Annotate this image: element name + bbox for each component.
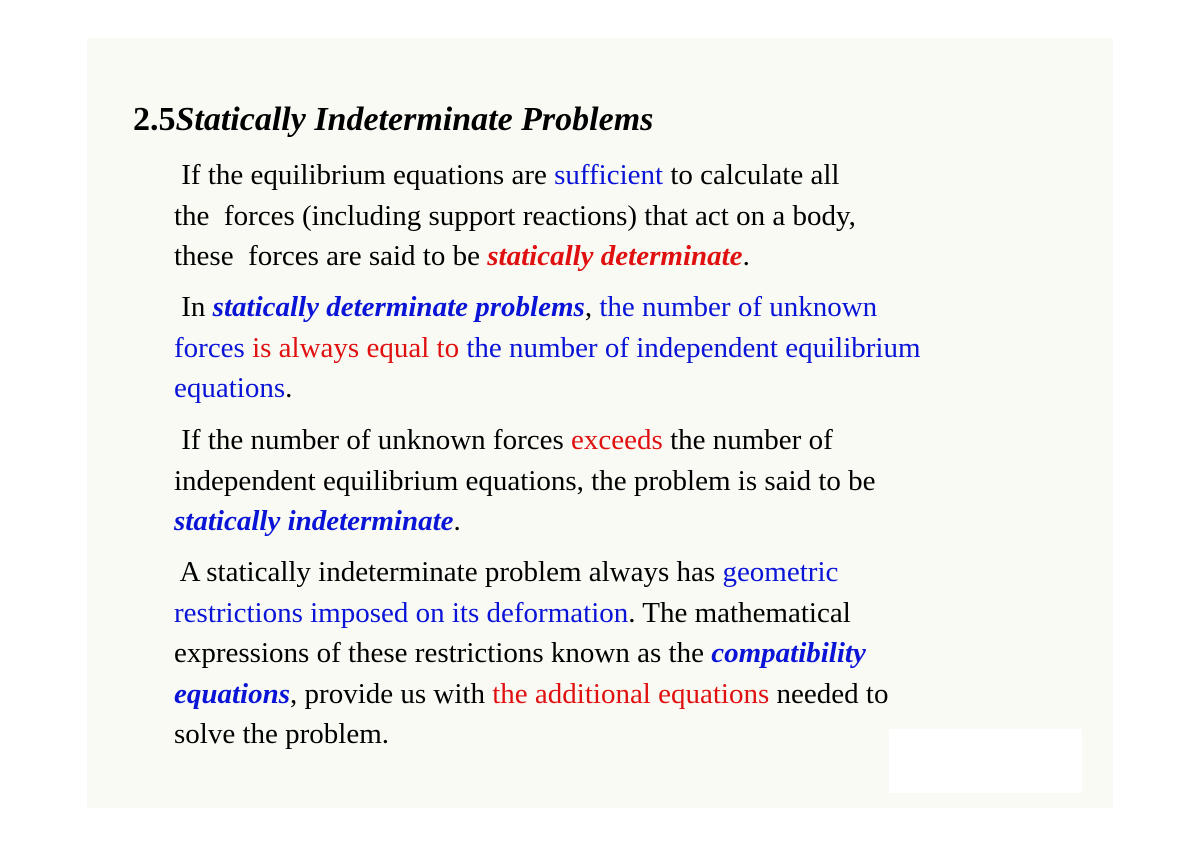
emphasized-term: statically indeterminate [174, 505, 454, 537]
text-line [174, 196, 1074, 237]
text-line [174, 368, 1074, 409]
paragraph-compatibility-equations [174, 552, 1074, 755]
text-run: sufficient [554, 159, 664, 191]
section-title: Statically Indeterminate Problems [175, 101, 654, 138]
section-number: 2.5 [133, 101, 176, 138]
text-run: , provide us with [290, 677, 493, 710]
text-run: . The mathematical [628, 596, 851, 629]
text-run: exceeds [571, 424, 663, 456]
text-run: . [742, 240, 750, 272]
slide-title [133, 100, 653, 140]
text-run: A statically indeterminate problem always has [174, 556, 723, 588]
text-run: restrictions imposed on its deformation [174, 596, 629, 629]
text-line [174, 674, 1074, 715]
text-line [174, 420, 1074, 461]
emphasized-term: statically determinate problems [212, 291, 585, 323]
emphasized-term: equations [174, 677, 291, 710]
paragraph-indeterminate-definition [174, 420, 1074, 542]
text-run: independent equilibrium equations, the problem is said to be [174, 464, 876, 497]
text-run: If the equilibrium equations are [174, 159, 555, 191]
text-run: , [584, 291, 600, 323]
text-run: forces [174, 331, 253, 364]
text-run: solve the problem. [174, 718, 390, 750]
text-run: . [453, 505, 461, 537]
paragraph-determinate-problems [174, 287, 1074, 409]
text-line [174, 461, 1074, 502]
text-run: is always equal to [252, 331, 460, 364]
text-line [174, 236, 1074, 277]
text-run: the number of [662, 424, 833, 456]
text-line [174, 501, 1074, 542]
text-run: geometric [722, 556, 839, 588]
text-line [174, 633, 1074, 674]
emphasized-term: statically determinate [487, 240, 743, 272]
text-run: the forces (including support reactions) that act on a body, [174, 199, 856, 232]
text-line [174, 287, 1074, 328]
text-line [174, 593, 1074, 634]
text-run: If the number of unknown forces [174, 424, 572, 456]
text-run: . [285, 372, 293, 404]
text-run: the additional equations [492, 677, 770, 710]
text-run: these forces are said to be [174, 240, 488, 272]
text-run: the number of independent equilibrium [459, 331, 921, 364]
text-run: to calculate all [663, 159, 840, 191]
text-run: expressions of these restrictions known as the [174, 637, 712, 669]
emphasized-term: compatibility [711, 637, 866, 669]
text-run: the number of unknown [599, 291, 878, 323]
text-line [174, 155, 1074, 196]
text-line [174, 328, 1074, 369]
text-line [174, 714, 1074, 755]
text-line [174, 552, 1074, 593]
text-run: needed to [769, 677, 889, 710]
text-run: equations [174, 372, 286, 404]
text-run: In [174, 291, 213, 323]
paragraph-determinate-definition [174, 155, 1074, 277]
